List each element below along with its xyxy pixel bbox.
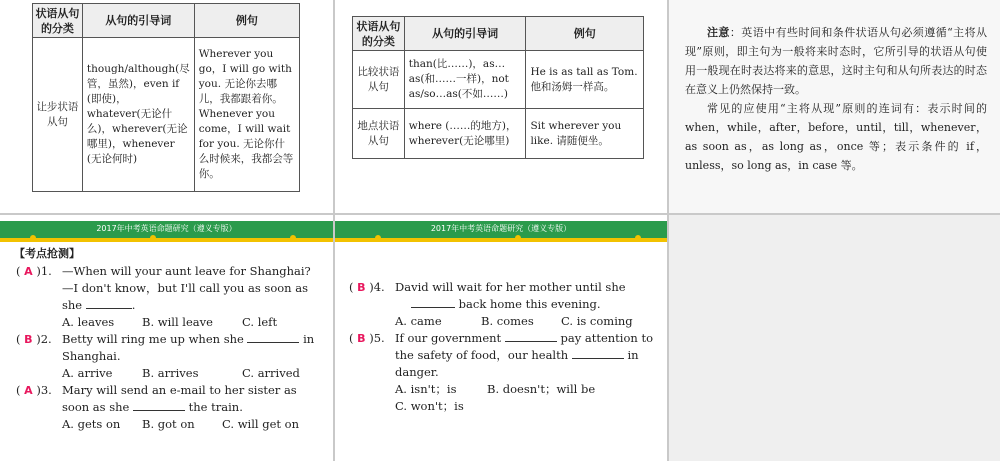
question-line: —When will your aunt leave for Shanghai? <box>62 264 311 278</box>
slide-note <box>669 0 1000 213</box>
question-line: back home this evening. <box>458 297 601 311</box>
header-conjunctions: 从句的引导词 <box>404 17 526 51</box>
question-line: in <box>303 332 315 346</box>
header-stripe <box>335 238 667 242</box>
question-number: )4. <box>369 280 385 294</box>
question-4 <box>347 279 657 330</box>
answer-blank <box>133 399 185 411</box>
option-b: B. got on <box>142 417 195 431</box>
header-category: 状语从句的分类 <box>33 4 83 38</box>
question-number: )2. <box>36 332 52 346</box>
question-1 <box>14 263 320 331</box>
header-bar <box>335 221 667 238</box>
row-conjunctions: though/although(尽管，虽然)，even if (即使)，whatever(无论什么)，wherever(无论哪里)，whenever (无论何时) <box>82 38 194 192</box>
question-line: the safety of food，our health <box>395 348 569 362</box>
section-title: 【考点抢测】 <box>14 247 80 260</box>
question-line: If our government <box>395 331 502 345</box>
answer-3: A <box>24 384 33 397</box>
option-c: C. left <box>242 315 278 329</box>
question-number: )3. <box>36 383 52 397</box>
row-category: 让步状语从句 <box>33 38 83 192</box>
answer-bracket: ( B )4. <box>349 280 385 294</box>
option-a: A. leaves <box>62 315 115 329</box>
question-2 <box>14 331 320 382</box>
header-example: 例句 <box>526 17 644 51</box>
options <box>395 381 657 398</box>
slide-exercises-1 <box>0 215 333 461</box>
decor-dot <box>635 235 641 241</box>
option-b: B. arrives <box>142 366 199 380</box>
question-line: Mary will send an e-mail to her sister as <box>62 383 297 397</box>
question-line: —I don't know，but I'll call you as soon as <box>62 281 309 295</box>
option-a: A. arrive <box>62 366 113 380</box>
header-title: 2017年中考英语命题研究（遵义专版） <box>430 224 572 233</box>
answer-blank <box>572 347 624 359</box>
options <box>62 314 320 331</box>
question-line: danger. <box>395 365 439 379</box>
row-example: He is as tall as Tom. 他和汤姆一样高。 <box>526 51 644 109</box>
options <box>62 416 320 433</box>
question-5 <box>347 330 657 415</box>
header-category: 状语从句的分类 <box>353 17 405 51</box>
options <box>395 398 657 415</box>
decor-dot <box>515 235 521 241</box>
option-c: C. is coming <box>561 314 633 328</box>
decor-dot <box>375 235 381 241</box>
answer-bracket: ( B )5. <box>349 331 385 345</box>
row-example: Sit wherever you like. 请随便坐。 <box>526 109 644 159</box>
slide-concession-clause-table <box>0 0 333 213</box>
row-conjunctions: than(比……)，as…as(和……一样)，not as/so…as(不如……) <box>404 51 526 109</box>
question-line: the train. <box>188 400 243 414</box>
empty-slide <box>669 215 1000 461</box>
question-number: )5. <box>369 331 385 345</box>
answer-2: B <box>24 333 33 346</box>
options <box>395 313 657 330</box>
header-example: 例句 <box>194 4 299 38</box>
answer-bracket: ( A )3. <box>16 383 52 397</box>
row-conjunctions: where (……的地方)，wherever(无论哪里) <box>404 109 526 159</box>
option-c: C. arrived <box>242 366 300 380</box>
header-title: 2017年中考英语命题研究（遵义专版） <box>96 224 237 233</box>
note-para-2: 常见的应使用“主将从现”原则的连词有：表示时间的 when，while，after，before，until，till，whenever，as soon as，as long as，once 等；表示条件的 if，unless，so long as，in case 等。 <box>685 102 987 172</box>
note-text <box>685 23 987 175</box>
answer-bracket: ( A )1. <box>16 264 52 278</box>
decor-dot <box>150 235 156 241</box>
question-line: in <box>627 348 639 362</box>
answer-blank <box>411 296 455 308</box>
header-stripe <box>0 238 333 242</box>
answer-4: B <box>357 281 366 294</box>
option-c: C. will get on <box>222 417 300 431</box>
answer-5: B <box>357 332 366 345</box>
row-category: 地点状语从句 <box>353 109 405 159</box>
comparison-place-table <box>352 16 644 159</box>
decor-dot <box>30 235 36 241</box>
example-1: Wherever you go，I will go with you. 无论你去哪儿，我都跟着你。 <box>198 48 292 105</box>
exercise-list-left <box>14 245 320 433</box>
question-line-end: . <box>131 298 136 312</box>
header-conjunctions: 从句的引导词 <box>82 4 194 38</box>
question-3 <box>14 382 320 433</box>
question-line: soon as she <box>62 400 130 414</box>
answer-1: A <box>24 265 33 278</box>
option-b: B. comes <box>481 314 534 328</box>
answer-blank <box>247 331 299 343</box>
decor-dot <box>290 235 296 241</box>
example-2: Whenever you come，I will wait for you. 无论你什么时候来，我都会等你。 <box>198 108 294 180</box>
row-examples <box>194 38 299 192</box>
question-number: )1. <box>36 264 52 278</box>
exercise-list-right <box>347 279 657 415</box>
option-a: A. isn't；is <box>395 382 457 396</box>
question-line: David will wait for her mother until she <box>395 280 626 294</box>
option-c: C. won't；is <box>395 399 464 413</box>
question-line: Shanghai. <box>62 349 121 363</box>
answer-bracket: ( B )2. <box>16 332 52 346</box>
option-a: A. gets on <box>62 417 121 431</box>
slide-comparison-place-table <box>335 0 667 213</box>
header-bar <box>0 221 333 238</box>
options <box>62 365 320 382</box>
answer-blank <box>505 330 557 342</box>
question-line: she <box>62 298 83 312</box>
option-b: B. will leave <box>142 315 213 329</box>
row-category: 比较状语从句 <box>353 51 405 109</box>
option-b: B. doesn't；will be <box>487 382 596 396</box>
answer-blank <box>86 297 132 309</box>
slide-exercises-2 <box>335 215 667 461</box>
question-line: Betty will ring me up when she <box>62 332 244 346</box>
note-label: 注意 <box>707 26 730 39</box>
question-line: pay attention to <box>560 331 653 345</box>
note-para-1: ：英语中有些时间和条件状语从句必须遵循“主将从现”原则，即主句为一般将来时态时，它所引导的状语从句使用一般现在时表达将来的意思，这时主句和从句所表达的时态在意义上仍然保持一致。 <box>685 26 988 96</box>
concession-clause-table <box>32 3 300 192</box>
option-a: A. came <box>395 314 442 328</box>
